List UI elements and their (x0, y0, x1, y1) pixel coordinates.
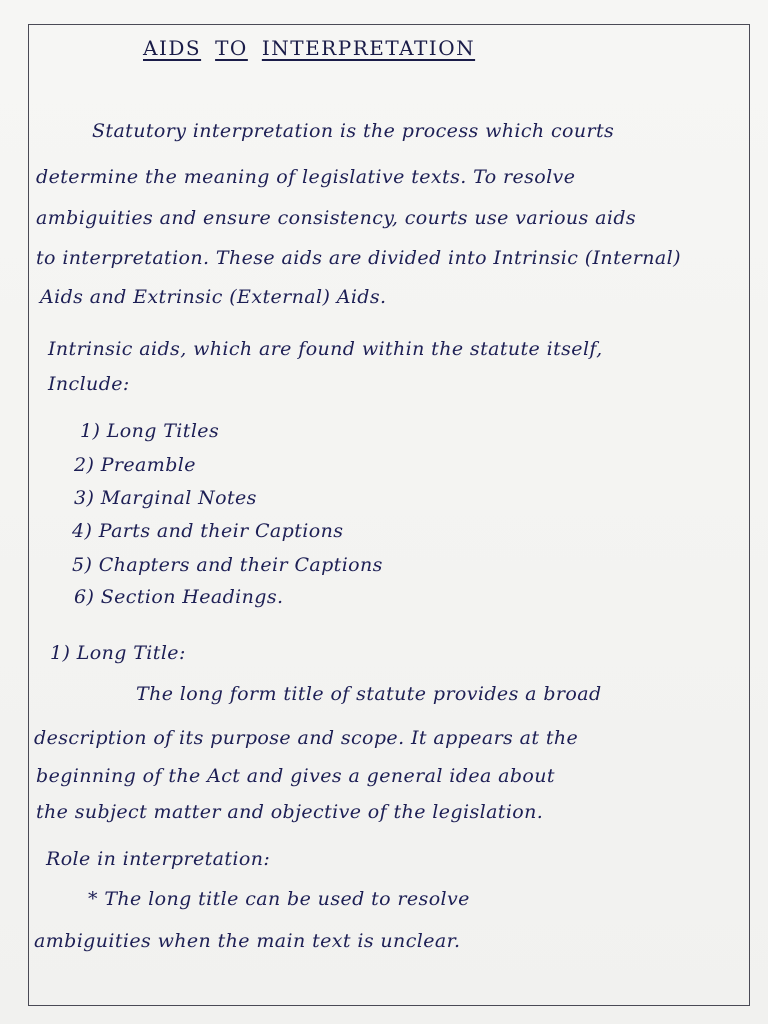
role-line-2: ambiguities when the main text is unclear. (34, 930, 461, 952)
role-heading: Role in interpretation: (46, 848, 271, 870)
intro-line-2: determine the meaning of legislative texts. To resolve (36, 166, 576, 188)
intrinsic-item-3: 3) Marginal Notes (74, 487, 257, 509)
page-title (143, 36, 489, 60)
title-word-3: INTERPRETATION (261, 36, 476, 60)
long-title-line-2: description of its purpose and scope. It appears at the (34, 727, 579, 749)
intrinsic-item-4: 4) Parts and their Captions (72, 520, 344, 542)
title-word-1: AIDS (143, 36, 202, 60)
intro-line-1: Statutory interpretation is the process which courts (92, 120, 615, 142)
intrinsic-item-5: 5) Chapters and their Captions (72, 554, 383, 576)
intrinsic-line-1: Intrinsic aids, which are found within the statute itself, (48, 338, 603, 360)
intro-line-4: to interpretation. These aids are divided into Intrinsic (Internal) (36, 247, 681, 269)
title-word-2: TO (215, 36, 248, 60)
intrinsic-line-2: Include: (48, 373, 130, 395)
intrinsic-item-1: 1) Long Titles (80, 420, 220, 442)
long-title-heading: 1) Long Title: (50, 642, 186, 664)
intrinsic-item-2: 2) Preamble (74, 454, 196, 476)
role-line-1: * The long title can be used to resolve (88, 888, 470, 910)
long-title-line-3: beginning of the Act and gives a general idea about (36, 765, 555, 787)
intro-line-5: Aids and Extrinsic (External) Aids. (40, 286, 387, 308)
intrinsic-item-6: 6) Section Headings. (74, 586, 284, 608)
long-title-line-1: The long form title of statute provides a broad (136, 683, 602, 705)
intro-line-3: ambiguities and ensure consistency, courts use various aids (36, 207, 637, 229)
long-title-line-4: the subject matter and objective of the legislation. (36, 801, 544, 823)
